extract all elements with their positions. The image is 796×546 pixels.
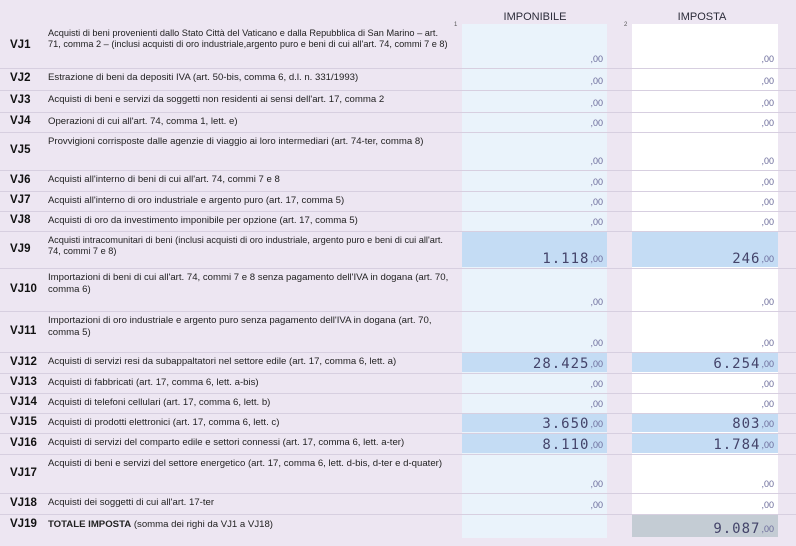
row-code: VJ3 xyxy=(10,94,31,106)
imponibile-field[interactable] xyxy=(462,171,607,190)
imponibile-decimals: ,00 xyxy=(590,54,603,64)
imposta-field[interactable] xyxy=(632,312,778,351)
imponibile-decimals: ,00 xyxy=(590,297,603,307)
imposta-decimals: ,00 xyxy=(761,440,774,450)
imposta-field[interactable] xyxy=(632,232,778,267)
imponibile-decimals: ,00 xyxy=(590,399,603,409)
row-code: VJ4 xyxy=(10,115,31,127)
imposta-field[interactable] xyxy=(632,353,778,372)
row-code: VJ6 xyxy=(10,174,31,186)
row-code: VJ13 xyxy=(10,376,37,388)
form-row-vj11 xyxy=(0,311,796,353)
row-description: Acquisti intracomunitari di beni (inclusi acquisti di oro industriale, argento puro e beni di cui all'art. 74, commi 7 e 8) xyxy=(48,235,443,256)
form-row-vj6 xyxy=(0,170,796,192)
row-description: Acquisti di telefoni cellulari (art. 17, comma 6, lett. b) xyxy=(48,397,271,408)
form-row-vj8 xyxy=(0,211,796,232)
imposta-decimals: ,00 xyxy=(761,338,774,348)
imposta-field[interactable] xyxy=(632,171,778,190)
imponibile-header: IMPONIBILE xyxy=(503,11,567,23)
imposta-field[interactable] xyxy=(632,374,778,392)
imponibile-field[interactable] xyxy=(462,414,607,432)
imposta-field[interactable] xyxy=(632,133,778,169)
imposta-field[interactable] xyxy=(632,434,778,453)
imposta-decimals: ,00 xyxy=(761,177,774,187)
imposta-value: 803 xyxy=(732,416,761,432)
imponibile-field[interactable] xyxy=(462,394,607,412)
imposta-decimals: ,00 xyxy=(761,500,774,510)
row-code: VJ12 xyxy=(10,356,37,368)
total-imposta-field[interactable] xyxy=(632,515,778,537)
imponibile-field[interactable] xyxy=(462,455,607,492)
imponibile-decimals: ,00 xyxy=(590,440,603,450)
imposta-field[interactable] xyxy=(632,69,778,89)
row-code: VJ7 xyxy=(10,194,31,206)
imponibile-field[interactable] xyxy=(462,494,607,513)
imposta-decimals: ,00 xyxy=(761,156,774,166)
row-description: Provvigioni corrisposte dalle agenzie di viaggio ai loro intermediari (art. 74-ter, comma 8) xyxy=(48,136,424,147)
imposta-header: IMPOSTA xyxy=(677,11,727,23)
total-label xyxy=(48,519,448,531)
imponibile-decimals: ,00 xyxy=(590,419,603,429)
row-description: Acquisti di prodotti elettronici (art. 17, comma 6, lett. c) xyxy=(48,417,280,428)
imposta-decimals: ,00 xyxy=(761,254,774,264)
total-code: VJ19 xyxy=(10,518,37,530)
imponibile-value: 28.425 xyxy=(532,356,590,372)
form-row-vj14 xyxy=(0,393,796,414)
total-label-text: TOTALE IMPOSTA xyxy=(48,519,132,530)
imponibile-decimals: ,00 xyxy=(590,118,603,128)
imponibile-decimals: ,00 xyxy=(590,217,603,227)
col2-number: 2 xyxy=(624,22,628,28)
row-code: VJ16 xyxy=(10,437,37,449)
row-code: VJ15 xyxy=(10,416,37,428)
row-description: Importazioni di oro industriale e argento puro senza pagamento dell'IVA in dogana (art. 70, comma 5) xyxy=(48,315,432,338)
form-row-vj10 xyxy=(0,268,796,312)
imponibile-field[interactable] xyxy=(462,312,607,351)
form-row-vj5 xyxy=(0,132,796,171)
imponibile-decimals: ,00 xyxy=(590,98,603,108)
row-code: VJ9 xyxy=(10,243,31,255)
imposta-decimals: ,00 xyxy=(761,98,774,108)
imposta-decimals: ,00 xyxy=(761,197,774,207)
imposta-decimals: ,00 xyxy=(761,217,774,227)
row-description: Importazioni di beni di cui all'art. 74, commi 7 e 8 senza pagamento dell'IVA in dogana (art. 70, comma 6) xyxy=(48,272,449,295)
form-row-vj16 xyxy=(0,433,796,455)
row-code: VJ17 xyxy=(10,467,37,479)
imposta-value: 246 xyxy=(732,251,761,267)
imposta-field[interactable] xyxy=(632,192,778,210)
imposta-field[interactable] xyxy=(632,212,778,230)
row-description: Acquisti all'interno di beni di cui all'art. 74, commi 7 e 8 xyxy=(48,174,280,185)
row-code: VJ5 xyxy=(10,144,31,156)
imponibile-decimals: ,00 xyxy=(590,479,603,489)
imponibile-field[interactable] xyxy=(462,434,607,453)
imponibile-field[interactable] xyxy=(462,91,607,111)
form-row-vj2 xyxy=(0,68,796,91)
row-code: VJ8 xyxy=(10,214,31,226)
imponibile-field[interactable] xyxy=(462,113,607,131)
form-row-vj12 xyxy=(0,352,796,374)
imponibile-decimals: ,00 xyxy=(590,177,603,187)
imponibile-field[interactable] xyxy=(462,192,607,210)
imposta-decimals: ,00 xyxy=(761,399,774,409)
row-code: VJ2 xyxy=(10,72,31,84)
imposta-decimals: ,00 xyxy=(761,54,774,64)
imposta-value: 6.254 xyxy=(713,356,761,372)
imposta-field[interactable] xyxy=(632,91,778,111)
imposta-field[interactable] xyxy=(632,394,778,412)
imponibile-field[interactable] xyxy=(462,25,607,67)
imponibile-decimals: ,00 xyxy=(590,76,603,86)
imposta-decimals: ,00 xyxy=(761,359,774,369)
row-description: Acquisti di servizi resi da subappaltatori nel settore edile (art. 17, comma 6, lett. a) xyxy=(48,356,397,367)
imponibile-decimals: ,00 xyxy=(590,197,603,207)
imposta-field[interactable] xyxy=(632,494,778,513)
imponibile-field[interactable] xyxy=(462,232,607,267)
imponibile-value: 1.118 xyxy=(542,251,590,267)
form-row-vj1 xyxy=(0,24,796,69)
form-row-vj3 xyxy=(0,90,796,113)
imposta-decimals: ,00 xyxy=(761,379,774,389)
form-row-vj7 xyxy=(0,191,796,212)
row-description: Acquisti di fabbricati (art. 17, comma 6, lett. a-bis) xyxy=(48,377,259,388)
imponibile-field[interactable] xyxy=(462,353,607,372)
imposta-decimals: ,00 xyxy=(761,419,774,429)
form-row-vj15 xyxy=(0,413,796,434)
row-description: Estrazione di beni da depositi IVA (art. 50-bis, comma 6, d.l. n. 331/1993) xyxy=(48,72,359,83)
total-row xyxy=(0,514,796,538)
row-description: Acquisti di beni provenienti dallo Stato Città del Vaticano e dalla Repubblica di San Marino – art. 71, comma 2 – (inclusi acquisti di oro industriale,argento puro e beni di cui all'art. 74, commi 7 e 8) xyxy=(48,28,448,49)
row-code: VJ18 xyxy=(10,497,37,509)
row-description: Acquisti dei soggetti di cui all'art. 17-ter xyxy=(48,497,215,508)
row-code: VJ1 xyxy=(10,39,31,51)
form-row-vj17 xyxy=(0,454,796,494)
row-description: Operazioni di cui all'art. 74, comma 1, lett. e) xyxy=(48,116,238,127)
imposta-field[interactable] xyxy=(632,113,778,131)
row-description: Acquisti di beni e servizi del settore energetico (art. 17, comma 6, lett. d-bis, d-ter e d-quater) xyxy=(48,458,443,469)
imposta-decimals: ,00 xyxy=(761,118,774,128)
imposta-decimals: ,00 xyxy=(761,76,774,86)
imposta-field[interactable] xyxy=(632,269,778,310)
imposta-decimals: ,00 xyxy=(761,479,774,489)
imponibile-decimals: ,00 xyxy=(590,359,603,369)
row-code: VJ10 xyxy=(10,283,37,295)
imponibile-value: 3.650 xyxy=(542,416,590,432)
total-imposta-decimals: ,00 xyxy=(761,524,774,534)
row-description: Acquisti di oro da investimento imponibile per opzione (art. 17, comma 5) xyxy=(48,215,358,226)
total-imposta-value: 9.087 xyxy=(713,521,761,537)
imposta-decimals: ,00 xyxy=(761,297,774,307)
row-code: VJ11 xyxy=(10,325,37,337)
imponibile-decimals: ,00 xyxy=(590,379,603,389)
imposta-field[interactable] xyxy=(632,25,778,67)
imponibile-field[interactable] xyxy=(462,374,607,392)
imposta-field[interactable] xyxy=(632,414,778,432)
col1-number: 1 xyxy=(454,22,458,28)
imponibile-decimals: ,00 xyxy=(590,338,603,348)
imponibile-decimals: ,00 xyxy=(590,500,603,510)
imposta-value: 1.784 xyxy=(713,437,761,453)
form-row-vj9 xyxy=(0,231,796,269)
form-row-vj18 xyxy=(0,493,796,515)
form-row-vj13 xyxy=(0,373,796,394)
total-sublabel: (somma dei righi da VJ1 a VJ18) xyxy=(133,519,273,530)
imponibile-decimals: ,00 xyxy=(590,156,603,166)
imponibile-field[interactable] xyxy=(462,212,607,230)
imponibile-field[interactable] xyxy=(462,269,607,310)
imposta-field[interactable] xyxy=(632,455,778,492)
row-description: Acquisti di beni e servizi da soggetti non residenti ai sensi dell'art. 17, comma 2 xyxy=(48,94,385,105)
imponibile-field[interactable] xyxy=(462,133,607,169)
imponibile-field[interactable] xyxy=(462,69,607,89)
row-description: Acquisti di servizi del comparto edile e settori connessi (art. 17, comma 6, lett. a-ter) xyxy=(48,437,405,448)
form-row-vj4 xyxy=(0,112,796,133)
row-code: VJ14 xyxy=(10,396,37,408)
row-description: Acquisti all'interno di oro industriale e argento puro (art. 17, comma 5) xyxy=(48,195,345,206)
imponibile-value: 8.110 xyxy=(542,437,590,453)
imponibile-decimals: ,00 xyxy=(590,254,603,264)
